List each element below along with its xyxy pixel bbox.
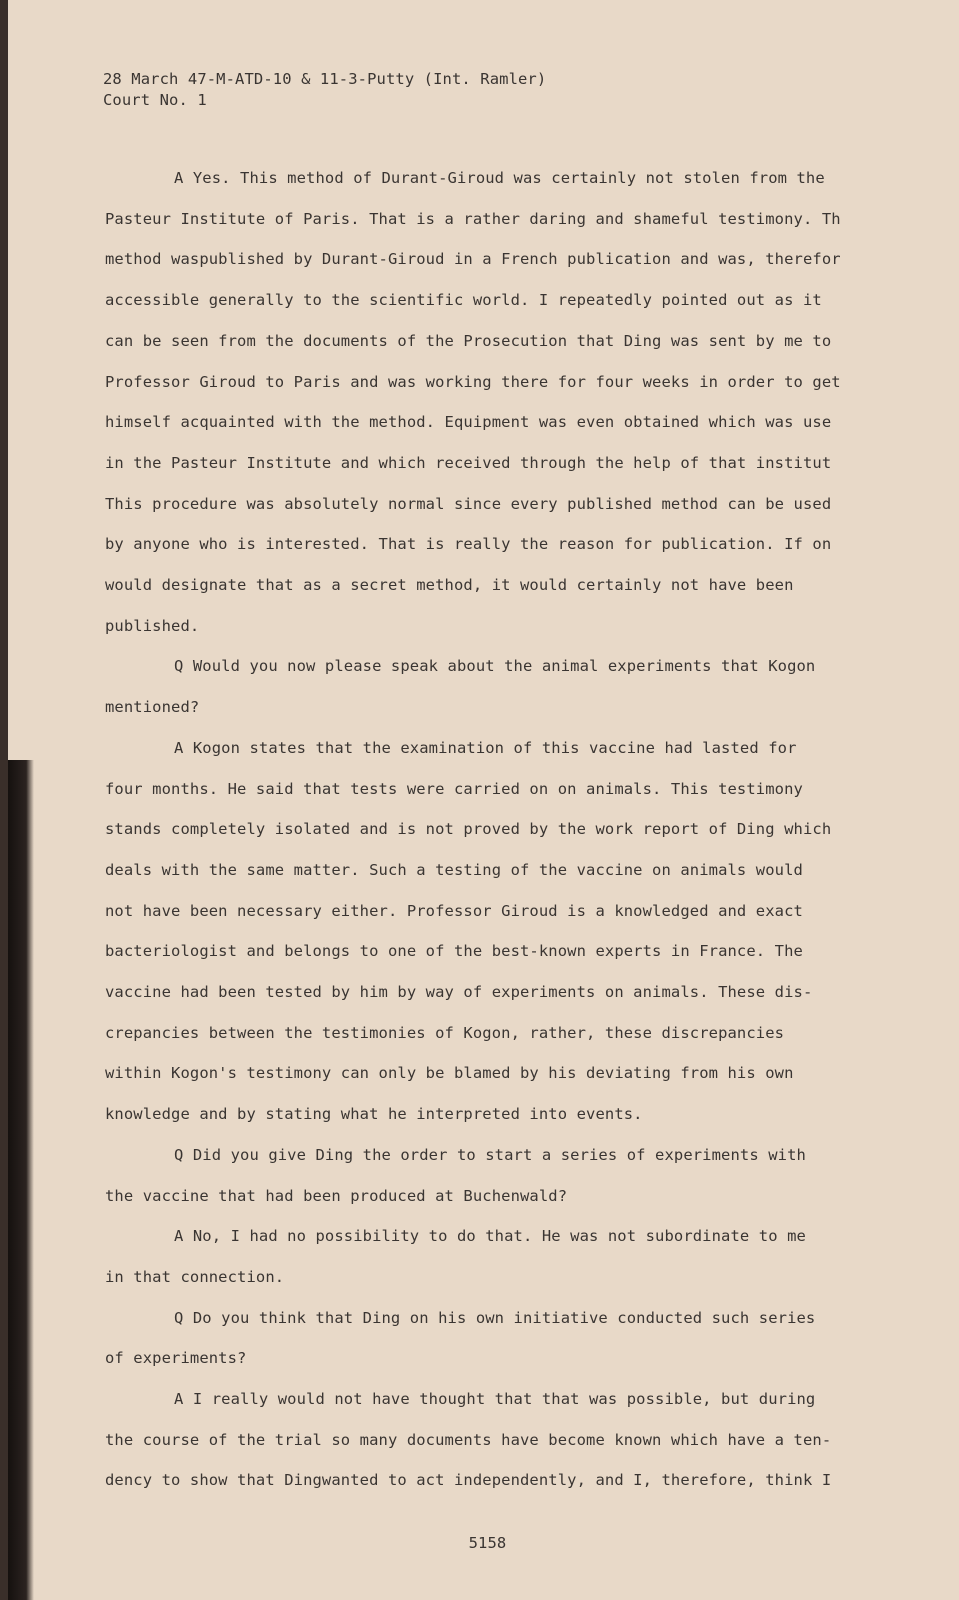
text-line: four months. He said that tests were carried on on animals. This testimony (105, 779, 803, 798)
text-line: would designate that as a secret method, it would certainly not have been (105, 576, 794, 594)
text-line: within Kogon's testimony can only be blamed by his deviating from his own (105, 1064, 794, 1083)
text-line: This procedure was absolutely normal since every published method can be used (105, 494, 832, 513)
text-line: in that connection. (105, 1267, 285, 1286)
text-line: published. (105, 616, 200, 635)
text-line: A I really would not have thought that that was possible, but during (174, 1390, 816, 1408)
text-line: accessible generally to the scientific world. I repeatedly pointed out as it (105, 291, 822, 310)
text-line: vaccine had been tested by him by way of experiments on animals. These dis- (105, 983, 813, 1001)
text-line: Q Would you now please speak about the animal experiments that Kogon (174, 657, 816, 676)
text-line: stands completely isolated and is not proved by the work report of Ding which (105, 820, 832, 839)
text-line: the vaccine that had been produced at Buchenwald? (105, 1186, 568, 1205)
text-line: Professor Giroud to Paris and was working there for four weeks in order to get (105, 372, 841, 391)
text-line: deals with the same matter. Such a testing of the vaccine on animals would (105, 860, 803, 879)
text-line: by anyone who is interested. That is really the reason for publication. If on (105, 535, 832, 554)
text-line: the course of the trial so many documents have become known which have a ten- (105, 1430, 832, 1449)
text-line: A Yes. This method of Durant-Giroud was certainly not stolen from the (174, 169, 825, 187)
text-line: A Kogon states that the examination of this vaccine had lasted for (174, 738, 797, 757)
document-header (103, 69, 546, 111)
text-line: Q Did you give Ding the order to start a series of experiments with (174, 1145, 806, 1164)
text-line: dency to show that Dingwanted to act independently, and I, therefore, think I (105, 1471, 832, 1490)
torn-edge (8, 760, 34, 1600)
page-number: 5158 (468, 1534, 507, 1552)
text-line: not have been necessary either. Professor Giroud is a knowledged and exact (105, 901, 803, 920)
text-line: crepancies between the testimonies of Kogon, rather, these discrepancies (105, 1023, 785, 1042)
text-line: Pasteur Institute of Paris. That is a rather daring and shameful testimony. Th (105, 209, 841, 228)
header-line-1: 28 March 47-M-ATD-10 & 11-3-Putty (Int. Ramler) (103, 70, 547, 88)
text-line: can be seen from the documents of the Prosecution that Ding was sent by me to (105, 331, 832, 350)
header-line-2: Court No. 1 (103, 91, 207, 109)
text-line: knowledge and by stating what he interpreted into events. (105, 1105, 643, 1124)
text-line: Q Do you think that Ding on his own initiative conducted such series (174, 1308, 816, 1327)
text-line: mentioned? (105, 698, 200, 717)
text-line: of experiments? (105, 1349, 247, 1368)
text-line: bacteriologist and belongs to one of the best-known experts in France. The (105, 942, 803, 961)
text-line: in the Pasteur Institute and which received through the help of that institut (105, 453, 832, 472)
text-line: method waspublished by Durant-Giroud in a French publication and was, therefor (105, 250, 841, 269)
text-line: A No, I had no possibility to do that. He was not subordinate to me (174, 1227, 806, 1246)
text-line: himself acquainted with the method. Equipment was even obtained which was use (105, 413, 832, 432)
